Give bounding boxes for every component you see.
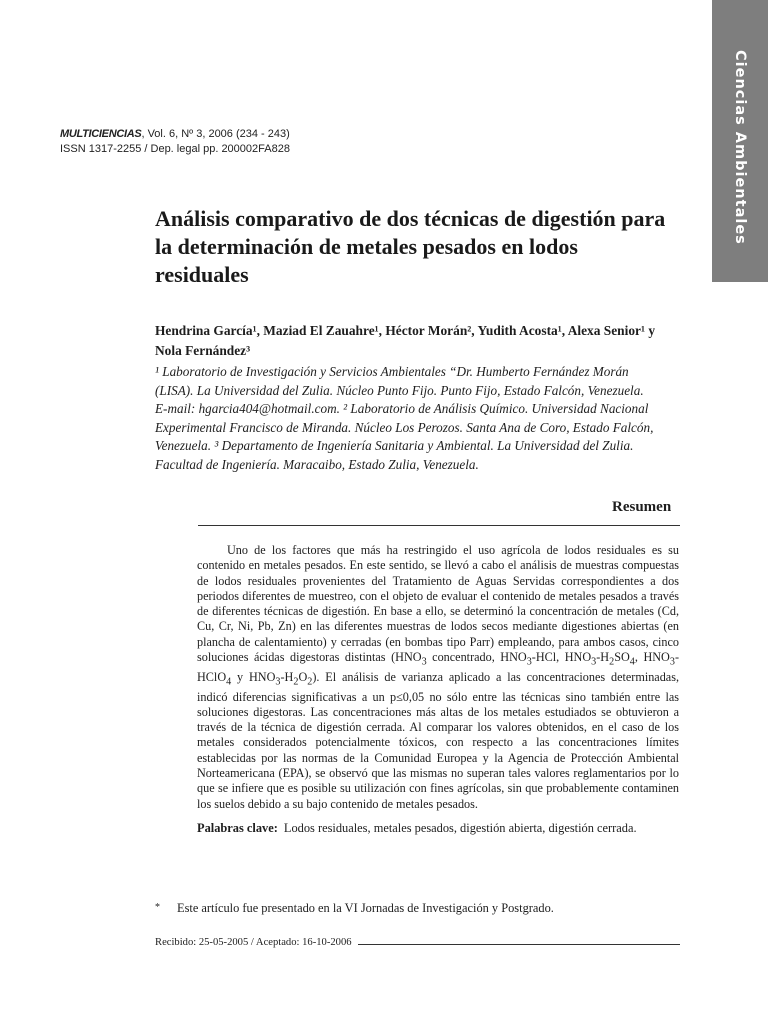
keywords	[197, 820, 679, 836]
formula-text: -H	[280, 669, 294, 684]
footnote-mark: *	[155, 902, 160, 913]
keywords-text: Lodos residuales, metales pesados, digestión abierta, digestión cerrada.	[283, 821, 637, 835]
formula-text: -HClO	[197, 650, 680, 684]
footnote-text: Este artículo fue presentado en la VI Jornadas de Investigación y Postgrado.	[177, 901, 554, 915]
journal-issue: , Vol. 6, Nº 3, 2006 (234 - 243)	[141, 128, 290, 140]
abstract-heading: Resumen	[612, 499, 672, 515]
formula-text: O	[298, 669, 308, 684]
keywords-label: Palabras clave:	[197, 821, 278, 835]
subscript: 4	[629, 656, 635, 668]
abstract-text-2: ). El análisis de varianza aplicado a las concentraciones determinadas, indicó diferencias significativas a un p≤0,05 no sólo entre las técnicas sino también entre las soluciones digestoras. Las concentraciones más altas de los metales estudiados se obtuvieron a través de la técnica de digestión cerrada. Al comparar los valores obtenidos, en el caso de los metales considerados potencialmente tóxicos, con respecto a las concentraciones límites establecidas por las normas de la Comunidad Europea y la Agencia de Protección Ambiental Norteamericana (EPA), se observó que las mismas no superan tales valores reglamentarios por lo que se infiere que es posible su utilización con fines agrícolas, sin que probablemente contaminen los suelos debido a su bajo contenido de metales pesados.	[197, 669, 679, 811]
formula-text: -H	[596, 650, 610, 665]
footnote	[155, 900, 675, 916]
section-tab-label: Ciencias Ambientales	[732, 50, 748, 245]
author-list: Hendrina García¹, Maziad El Zauahre¹, Héctor Morán², Yudith Acosta¹, Alexa Senior¹ y Nola Fernández³	[155, 323, 656, 358]
formula-text: SO	[614, 650, 630, 665]
article-title: Análisis comparativo de dos técnicas de digestión para la determinación de metales pesados en lodos residuales	[155, 206, 666, 287]
affiliations: ¹ Laboratorio de Investigación y Servicios Ambientales “Dr. Humberto Fernández Morán (LISA). La Universidad del Zulia. Núcleo Punto Fijo. Punto Fijo, Estado Falcón, Venezuela. E-mail: hgarcia404@hotmail.com. ² Laboratorio de Análisis Químico. Universidad Nacional Experimental Francisco de Miranda. Núcleo Los Perozos. Santa Ana de Coro, Estado Falcón, Venezuela. ³ Departamento de Ingeniería Sanitaria y Ambiental. La Universidad del Zulia. Facultad de Ingeniería. Maracaibo, Estado Zulia, Venezuela.	[155, 364, 654, 472]
formula-text: concentrado, HNO	[426, 650, 527, 665]
journal-name: MULTICIENCIAS	[60, 128, 142, 140]
received-dates	[155, 935, 680, 950]
subscript: 3	[421, 656, 427, 668]
journal-citation	[60, 127, 290, 142]
received-rule	[358, 935, 680, 945]
abstract-body	[197, 543, 679, 812]
subscript: 3	[669, 656, 675, 668]
journal-header	[60, 127, 290, 157]
formula-text: y HNO	[231, 669, 276, 684]
formula-text: -HCl, HNO	[531, 650, 592, 665]
section-tab	[712, 0, 768, 282]
subscript: 2	[307, 676, 313, 688]
formula-text: , HNO	[634, 650, 670, 665]
subscript: 2	[609, 656, 615, 668]
subscript: 3	[526, 656, 532, 668]
journal-issn: ISSN 1317-2255 / Dep. legal pp. 200002FA828	[60, 143, 290, 155]
subscript: 2	[293, 676, 299, 688]
subscript: 3	[275, 676, 281, 688]
subscript: 3	[591, 656, 597, 668]
subscript: 4	[226, 676, 232, 688]
received-text: Recibido: 25-05-2005 / Aceptado: 16-10-2006	[155, 937, 352, 948]
heading-rule	[198, 525, 680, 526]
abstract-text-1: Uno de los factores que más ha restringido el uso agrícola de lodos residuales es su contenido en metales pesados. En este sentido, se llevó a cabo el análisis de muestras compuestas de lodos residuales provenientes del Tratamiento de Aguas Servidas correspondientes a dos periodos diferentes de muestreo, con el objeto de evaluar el contenido de metales pesados a través de diferentes técnicas de digestión. En base a ello, se determinó la concentración de metales (Cd, Cu, Cr, Ni, Pb, Zn) en las diferentes muestras de lodos secos mediante digestiones abiertas (en plancha de calentamiento) y cerradas (en bombas tipo Parr) empleando, para ambos casos, cinco soluciones ácidas digestoras distintas (HNO	[197, 543, 679, 665]
